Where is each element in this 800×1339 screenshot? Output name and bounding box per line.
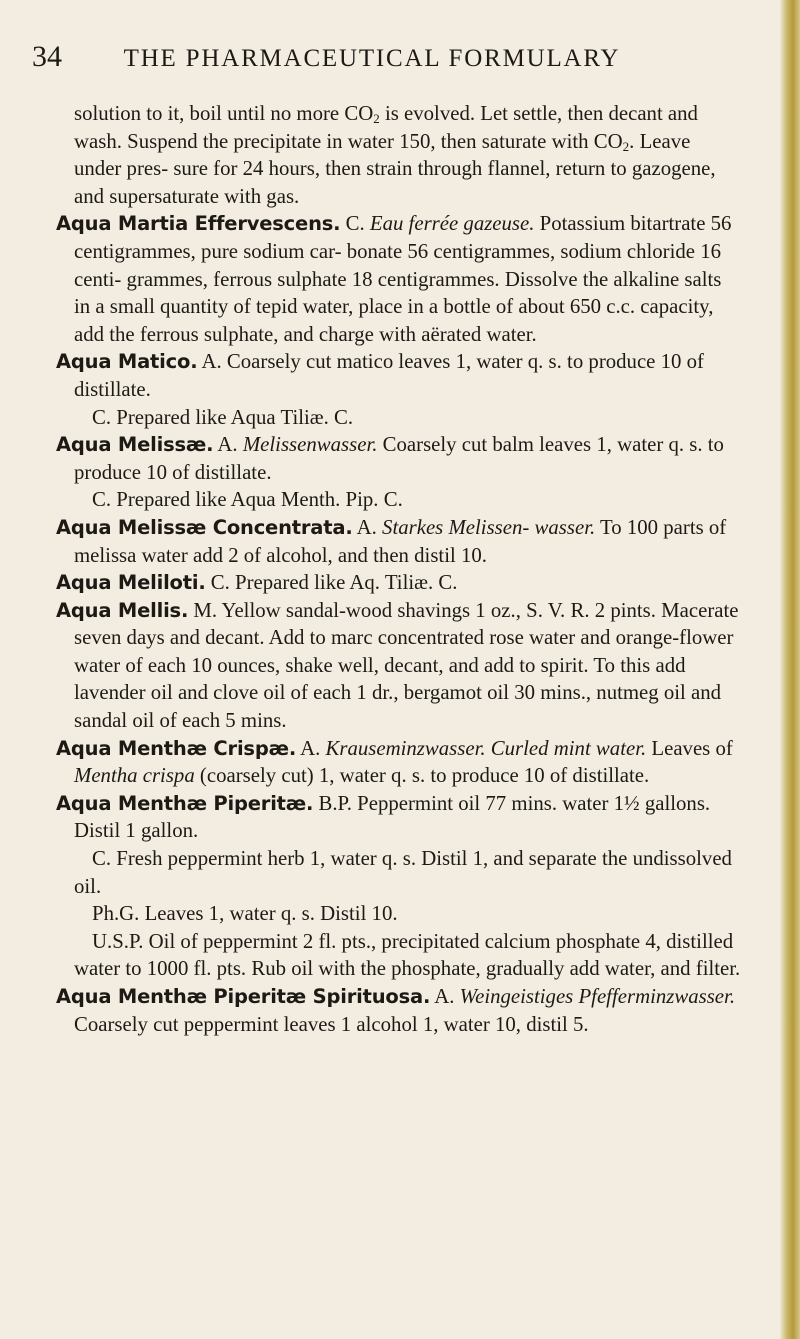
entry-text: solution to it, boil until no more CO <box>74 102 374 125</box>
entry-headword: Aqua Melissæ. <box>56 433 214 457</box>
entry-text: . Leave under pres- sure for 24 hours, then strain through flannel, return to gazogene, and supersaturate with gas. <box>74 129 716 208</box>
formula-entry <box>56 569 742 597</box>
page-edge <box>780 0 800 1339</box>
entry-headword: Aqua Meliloti. <box>56 571 206 595</box>
italic-name: Weingeistiges Pfefferminzwasser. <box>459 985 736 1008</box>
entry-headword: Aqua Menthæ Crispæ. <box>56 736 297 760</box>
entry-headword: Aqua Menthæ Piperitæ Spirituosa. <box>56 985 431 1008</box>
formula-entry <box>56 735 742 790</box>
entry-subparagraph <box>56 928 742 983</box>
entry-headword: Aqua Martia Effervescens. <box>56 212 341 236</box>
entry-text: B.P. Peppermint oil 77 mins. water 1½ gallons. Distil 1 gallon. <box>74 791 711 843</box>
entry-subparagraph <box>56 486 742 514</box>
italic-name: Starkes Melissen- wasser. <box>382 515 596 539</box>
running-head: THE PHARMACEUTICAL FORMULARY <box>123 45 621 72</box>
formula-entry <box>56 597 742 735</box>
continued-paragraph <box>56 100 742 210</box>
page-header <box>32 40 722 84</box>
entry-subparagraph <box>56 404 742 432</box>
entry-text: A. Coarsely cut matico leaves 1, water q. s. to produce 10 of distillate. <box>74 350 704 401</box>
entry-text: C. Prepared like Aqua Tiliæ. C. <box>92 405 354 429</box>
entry-text: U.S.P. Oil of peppermint 2 fl. pts., precipitated calcium phosphate 4, distilled water to 1000 fl. pts. Rub oil with the phosphate, gradually add water, and filter. <box>74 929 741 981</box>
entry-text: A. <box>352 515 383 539</box>
formula-entry <box>56 210 742 348</box>
formula-entry <box>56 514 742 569</box>
entry-text: Leaves of <box>646 736 733 760</box>
formula-entry <box>56 790 742 845</box>
entry-headword: Aqua Melissæ Concentrata. <box>56 515 353 539</box>
page-number: 34 <box>32 40 62 73</box>
entry-text: A. <box>430 985 460 1008</box>
entry-text: C. Fresh peppermint herb 1, water q. s. Distil 1, and separate the undissolved oil. <box>74 847 732 898</box>
formula-entry <box>56 431 742 486</box>
entry-text: Potassium bitartrate 56 centigrammes, pure sodium car- bonate 56 centigrammes, sodium chloride 16 centi- grammes, ferrous sulphate 18 centigrammes. Dissolve the alkaline salts in a small quantity of tepid water, place in a bottle of about 650 c.c. capacity, add the ferrous sulphate, and charge with aërated water. <box>74 212 732 346</box>
formula-entry <box>56 348 742 403</box>
entry-subparagraph <box>56 845 742 900</box>
entry-text: Coarsely cut balm leaves 1, water q. s. to produce 10 of distillate. <box>74 433 724 484</box>
entry-text: A. <box>296 736 326 760</box>
entry-text: Coarsely cut peppermint leaves 1 alcohol 1, water 10, distil 5. <box>74 1012 589 1036</box>
subscript: 2 <box>622 138 630 154</box>
entry-headword: Aqua Mellis. <box>56 598 189 622</box>
entry-text: C. Prepared like Aq. Tiliæ. C. <box>205 571 458 595</box>
italic-name: Krauseminzwasser. Curled mint water. <box>325 736 647 760</box>
formulary-text <box>56 100 742 1038</box>
entry-text: C. <box>340 212 370 236</box>
formula-entry <box>56 983 742 1038</box>
italic-name: Melissenwasser. <box>242 433 378 457</box>
entry-text: C. Prepared like Aqua Menth. Pip. C. <box>92 488 403 512</box>
entry-text: Ph.G. Leaves 1, water q. s. Distil 10. <box>92 902 398 926</box>
entry-text: M. Yellow sandal-wood shavings 1 oz., S. V. R. 2 pints. Macerate seven days and decant. Add to marc concentrated rose water and orange-flower water of each 10 ounces, shake well, decant, and add to spirit. To this add lavender oil and clove oil of each 1 dr., bergamot oil 30 mins., nutmeg oil and sandal oil of each 5 mins. <box>74 598 739 733</box>
entry-headword: Aqua Matico. <box>56 350 198 374</box>
entry-text: is evolved. Let settle, then decant and wash. Suspend the precipitate in water 150, then saturate with CO <box>74 102 698 153</box>
entry-text: A. <box>213 433 243 457</box>
italic-name: Mentha crispa <box>74 764 195 788</box>
entry-text: (coarsely cut) 1, water q. s. to produce 10 of distillate. <box>194 764 650 788</box>
subscript: 2 <box>373 111 380 126</box>
italic-name: Eau ferrée gazeuse. <box>369 212 535 236</box>
entry-subparagraph <box>56 900 742 928</box>
entry-text: To 100 parts of melissa water add 2 of alcohol, and then distil 10. <box>74 515 727 567</box>
entry-headword: Aqua Menthæ Piperitæ. <box>56 791 314 815</box>
